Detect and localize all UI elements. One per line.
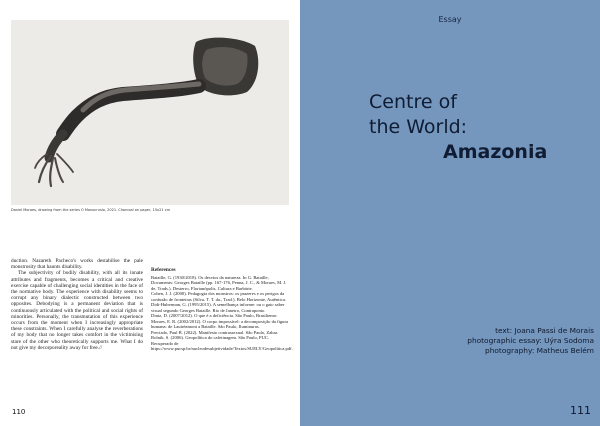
arm-drawing-image xyxy=(11,20,289,205)
reference-item: Preciado, Paul B. (2022). Manifesto contrassexual. São Paulo, Zahar. xyxy=(151,329,279,335)
credit-photo-essay: photographic essay: Uýra Sodoma xyxy=(467,336,594,345)
reference-item: Rolnik, S. (2006). Geopolítica do cafetinagem. São Paulo, PUC. Recuperado de https://www.pucsp.br/nucleodesubjetividade/Textos/SUELY/Geopolitica.pdf. xyxy=(151,335,293,351)
reference-item: Moraes, E. R. (2002/2012). O corpo impossível: a decomposição da figura humana: de Lautréamont a Bataille. São Paulo, Iluminuras. xyxy=(151,318,289,329)
reference-item: Diniz, D. (2007/2012). O que é a deficiência. São Paulo, Brasiliense. xyxy=(151,313,278,318)
page-number-right: 111 xyxy=(570,404,591,417)
title-line-3: Amazonia xyxy=(443,141,548,163)
body-paragraph: The subjectivity of bodily disability, with all its innate attributes and fragments, becomes a critical and creative exercise capable of challenging social identities in the face of the normative body. The experience with disability seems to corrupt any binary dialectic constructed between two opposites. Debodying is a permanent deviation that is continuously articulated with the political and social rights of minorities. Personally, the transmutation of this experience occurs from the moment when I increasingly appropriate these constraints. When I carefully analyse the reverberations of my body that no longer takes comfort in the victimising stare of the other who theoretically supports me. What I do not give my decorporeality away for free.// xyxy=(11,270,143,351)
body-paragraph: duction. Nazareth Pacheco's works destabilise the pale monstrosity that haunts disability. xyxy=(11,258,143,271)
charcoal-drawing-figure xyxy=(11,20,289,205)
figure-caption: Daniel Moraes, drawing from the series O Monocruslo, 2021. Charcoal on paper, 15x21 cm xyxy=(11,208,171,212)
credit-text-author: text: Joana Passi de Morais xyxy=(495,326,594,335)
title-line-1: Centre of xyxy=(369,91,457,113)
right-page xyxy=(300,0,600,426)
page-number-left: 110 xyxy=(12,408,26,416)
body-text-column xyxy=(11,258,143,351)
section-label: Essay xyxy=(438,15,462,24)
references-column xyxy=(151,267,293,352)
essay-title xyxy=(369,90,547,165)
reference-item: Bataille, G. (1930/2018). Os desvios da natureza. In G. Bataille, Documents: Georges Bataille (pp. 167-176, Penna, J. C., & Moraes, M. J. de, Trads.). Desterro, Florianópolis, Cultura e Barbárie. xyxy=(151,274,287,291)
references-heading: References xyxy=(151,267,176,273)
credit-photography: photography: Matheus Belém xyxy=(485,346,594,355)
reference-item: Didi-Huberman, G. (1995/2015). A semelhança informe: ou o gaio saber visual segundo Georges Bataille. Rio de Janeiro, Contraponto. xyxy=(151,302,285,313)
title-line-2: the World: xyxy=(369,116,468,138)
essay-credits xyxy=(467,326,594,356)
reference-item: Cohen, J. J. (2000). Pedagogia dos monstros: os prazeres e os perigos da confusão de fronteiras (Silva, T. T. da., Trad.). Belo Horizonte, Autêntica. xyxy=(151,291,287,302)
